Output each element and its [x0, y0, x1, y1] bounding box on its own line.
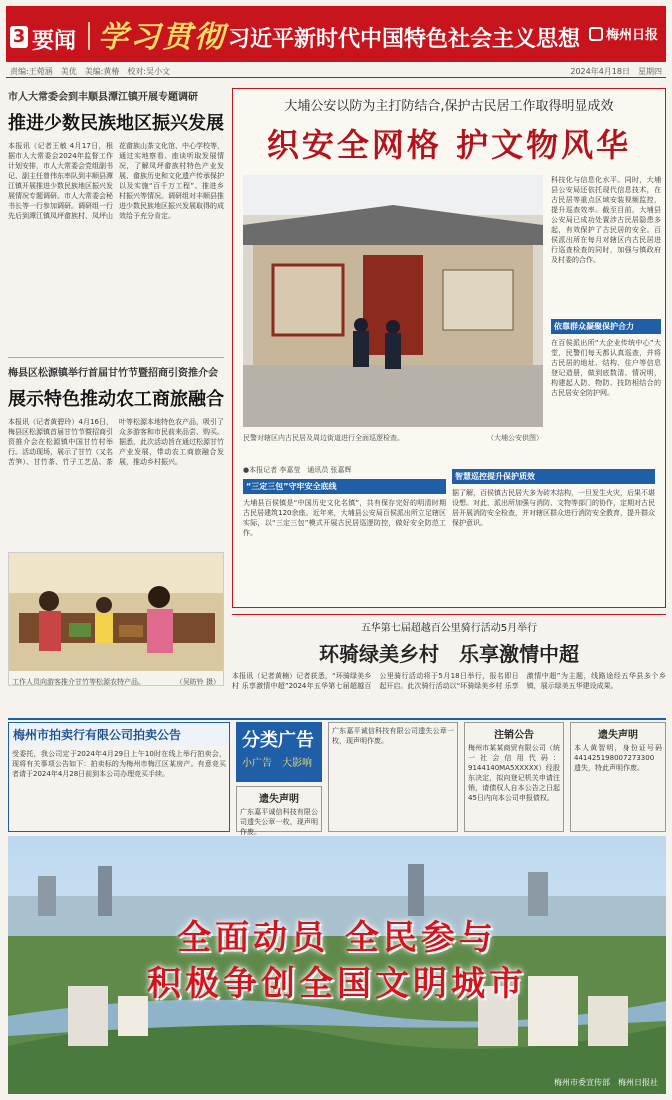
feature-photo [243, 175, 543, 445]
classified-title: 分类广告 [242, 730, 314, 751]
page-header [6, 6, 666, 62]
caption-credit: （吴昉铃 摄） [175, 678, 220, 686]
section-name: 要闻 [32, 29, 77, 54]
feature-side-column [551, 175, 661, 458]
feature-caption-text: 民警对辖区内古民居及周边街道进行全面巡逻检查。 [243, 434, 404, 442]
article2-body: 本报讯（记者黄碧玲）4月16日，梅县区松源镇首届甘竹节暨招商引资推介会在松源镇中国甘竹村举行。活动现场，展示了甘竹（又名苦笋）、甘竹茶、竹子工艺品、茶叶等松源本地特色农产品，吸引了众多游客和市民前来品尝、购买。据悉，此次活动旨在通过松源甘竹产业发展，带动农工商旅融合发展，推动乡村振兴。 [8, 418, 224, 466]
auction-title: 梅州市拍卖行有限公司拍卖公告 [9, 723, 229, 746]
deregistration-body: 梅州市某某商贸有限公司（统一社会信用代码：9144140MA5XXXXX）经股东决定，拟向登记机关申请注销，请债权人自本公告之日起45日内向本公司申报债权。 [468, 744, 560, 802]
logo-text: 梅州日报 [605, 28, 658, 43]
left-photo [8, 552, 224, 686]
feature-columns [243, 465, 655, 601]
classified-subtitle: 小广告 大影响 [242, 758, 312, 769]
feature-side-body-2: 在百侯派出所“大企业传统中心”大堂，民警们每天都认真巡查，并将古民居的地址、结构、住户等信息登记造册，做到底数清、情况明，构建起人防、物防、技防相结合的古民居安全防护网。 [551, 339, 661, 397]
lost-notice-1 [236, 786, 322, 835]
article2-headline: 展示特色推动农工商旅融合 [8, 389, 224, 410]
feature-col-2 [452, 465, 655, 601]
feature-headline: 织安全网格 护文物风华 [266, 126, 632, 164]
theme-title: 习近平新时代中国特色社会主义思想 [228, 27, 581, 52]
divider [8, 357, 224, 358]
feature-side-body: 科技化与信息化水平。同时，大埔县公安局还依托现代信息技术，在古民居等重点区域安装视频监控，提升巡查效率。截至目前，大埔县公安局已成功处置涉古民居隐患多起，有效保护了古民居的安全。百侯派出所在每月对辖区内古民居进行巡查检查的同时，加强与镇政府及村委的合作。 [551, 176, 661, 264]
newspaper-logo [589, 24, 658, 43]
caption-text: 工作人员向游客推介甘竹等松源农特产品。 [12, 678, 145, 686]
banner-credit: 梅州市委宣传部 梅州日报社 [554, 1078, 658, 1087]
edition-bar [6, 64, 666, 78]
feature-article [232, 88, 666, 608]
feature-col2-heading: 智慧巡控提升保护质效 [452, 469, 655, 484]
feature-side-heading: 依靠群众凝聚保护合力 [551, 319, 661, 334]
deregistration-title: 注销公告 [494, 730, 534, 741]
race-headline: 环骑绿美乡村 乐享激情中超 [319, 642, 579, 666]
feature-byline: ●本报记者 李嘉莹 通讯员 张嘉辉 [243, 466, 352, 474]
photo-caption [9, 675, 223, 686]
feature-col1-heading: “三定三包”守牢安全底线 [243, 479, 446, 494]
lost-notice-2-body: 本人黄智明，身份证号码 441425198007273300 遗失，特此声明作废。 [574, 744, 662, 772]
editors-line: 责编:王菀涵 美优 美编:黄椿 校对:吴小文 [10, 67, 171, 76]
left-column [8, 88, 224, 577]
lost-notice-2-title: 遗失声明 [598, 730, 638, 741]
feature-caption-credit: （大埔公安供图） [487, 434, 543, 442]
photo-market-scene [9, 553, 224, 671]
auction-body: 受委托，我公司定于2024年4月29日上午10时在线上举行拍卖会，现将有关事项公告如下：拍卖标的为梅州市梅江区某房产。有意竞买者请于2024年4月28日前到本公司办理竞买手续。 [12, 750, 226, 778]
feature-kicker: 大埔公安以防为主打防结合,保护古民居工作取得明显成效 [284, 99, 614, 114]
feature-col2-body: 据了解，百侯镇古民居大多为砖木结构，一旦发生火灾，后果不堪设想。对此，派出所加强与消防、文物等部门的协作，定期对古民居开展消防安全检查，并对辖区群众进行消防安全教育，提升群众保护意识。 [452, 489, 655, 527]
race-body: 本报讯（记者黄楠）记者获悉，“环骑绿美乡村 乐享激情中超”2024年五华第七届超越百公里骑行活动将于5月18日举行，报名即日起开启。此次骑行活动以“环骑绿美乡村 乐享激情中超”为主题，线路途经五华县多个乡镇，展示绿美五华建设成果。 [232, 672, 666, 690]
race-kicker: 五华第七届超越百公里骑行活动5月举行 [360, 623, 538, 634]
article1-body: 本报讯（记者王敏 4月17日，根据市人大常委会2024年监督工作计划安排，市人大常委会党组副书记、副主任曾伟东率队到丰顺县潭江镇开展推进少数民族地区振兴发展情况专题调研。市人大常委会秘书长等一行参加调研。调研组一行先后到潭江镇凤坪畲族村、凤坪山花畲族山茶文化馆、中心学校等，通过实地察看、座谈听取发展情况，了解凤坪畲族村特色产业发展、畲族历史和文化遗产传承保护以及实施“百千万工程”、推进乡村振兴等情况。调研组对丰顺县推进少数民族地区振兴发展取得的成效给予充分肯定。 [8, 142, 224, 220]
feature-photo-caption [243, 431, 543, 445]
banner-line-2: 积极争创全国文明城市 [147, 964, 527, 1004]
photo-old-residence [243, 175, 543, 427]
deregistration-notice [464, 722, 564, 832]
auction-notice [8, 722, 230, 832]
header-divider [88, 22, 90, 50]
feature-col1-body: 大埔县百侯镇是“中国历史文化名镇”，共有保存完好的明清时期古民居建筑120余座。近年来，大埔县公安局百侯派出所立足辖区实际，以“三定三包”模式开展古民居巡逻防控，做好安全防范工作。 [243, 499, 446, 537]
lost-notice-1-body: 广东嘉平诚信科技有限公司遗失公章一枚，现声明作废。 [240, 808, 318, 835]
calligraphy-title: 学习贯彻 [98, 20, 226, 55]
logo-icon [589, 27, 603, 41]
company-ad-body: 广东嘉平诚信科技有限公司遗失公章一枚，现声明作废。 [332, 727, 454, 745]
company-ad [328, 722, 458, 832]
lost-notice-1-title: 遗失声明 [259, 794, 299, 805]
page-number: 3 [10, 26, 28, 48]
article1-headline: 推进少数民族地区振兴发展 [8, 113, 224, 134]
article1-kicker: 市人大常委会到丰顺县潭江镇开展专题调研 [8, 92, 198, 103]
edition-date: 2024年4月18日 星期四 [570, 67, 662, 76]
feature-col-1 [243, 465, 446, 601]
civilization-banner [8, 836, 666, 1094]
ads-section [8, 718, 666, 835]
banner-line-1: 全面动员 全民参与 [177, 918, 497, 958]
lost-notice-2 [570, 722, 666, 832]
race-article [232, 614, 666, 714]
classified-ads-badge [236, 722, 322, 782]
article2-kicker: 梅县区松源镇举行首届甘竹节暨招商引资推介会 [8, 368, 218, 379]
